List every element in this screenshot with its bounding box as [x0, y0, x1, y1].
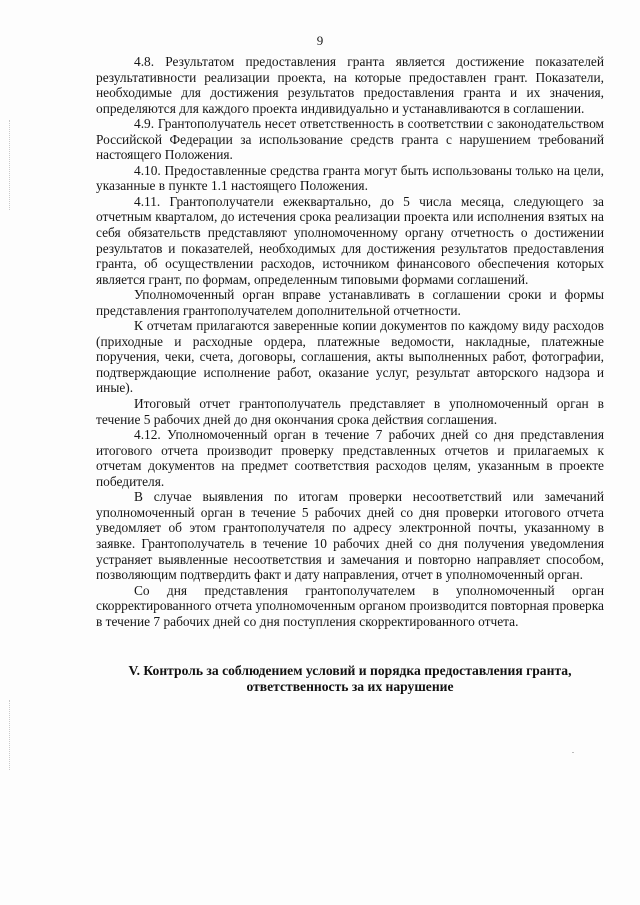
scan-speck	[572, 752, 574, 753]
paragraph-4-10: 4.10. Предоставленные средства гранта могут быть использованы только на цели, указанные в пункте 1.1 настоящего Положения.	[96, 162, 604, 194]
scan-edge-mark	[9, 120, 10, 210]
scan-edge-mark	[9, 700, 10, 770]
paragraph-discrepancies: В случае выявления по итогам проверки несоответствий или замечаний уполномоченный орган в течение 5 рабочих дней со дня проверки итогового отчета уведомляет об этом грантополучателя по адресу электронной почты, указанному в заявке. Грантополучатель в течение 10 рабочих дней со дня получения уведомления устраняет выявленные несоответствия и замечания и повторно направляет способом, позволяющим подтвердить факт и дату направления, отчет в уполномоченный орган.	[96, 489, 604, 583]
document-body	[96, 54, 604, 629]
section-heading-line: ответственность за их нарушение	[246, 679, 454, 694]
paragraph-additional-reporting: Уполномоченный орган вправе устанавливать в соглашении сроки и формы представления грантополучателем дополнительной отчетности.	[96, 287, 604, 318]
section-heading	[96, 663, 604, 695]
paragraph-4-11: 4.11. Грантополучатели ежеквартально, до 5 числа месяца, следующего за отчетным кварталом, до истечения срока реализации проекта или исполнения взятых на себя обязательств представляют уполномоченному органу отчетность о достижении результатов и показателей, необходимых для достижения результатов предоставления гранта, об осуществлении расходов, источником финансового обеспечения которых является грант, по формам, определенным типовыми формами соглашений.	[96, 193, 604, 287]
paragraph-4-12: 4.12. Уполномоченный орган в течение 7 рабочих дней со дня представления итогового отчета производит проверку представленных отчетов и прилагаемых к отчетам документов на предмет соответствия расходов целям, указанным в проекте победителя.	[96, 427, 604, 489]
paragraph-final-report: Итоговый отчет грантополучатель представляет в уполномоченный орган в течение 5 рабочих дней до дня окончания срока действия соглашения.	[96, 396, 604, 427]
paragraph-4-9: 4.9. Грантополучатель несет ответственность в соответствии с законодательством Российской Федерации за использование средств гранта с нарушением требований настоящего Положения.	[96, 116, 604, 163]
paragraph-attached-documents: К отчетам прилагаются заверенные копии документов по каждому виду расходов (приходные и расходные ордера, платежные ведомости, накладные, платежные поручения, чеки, счета, договоры, соглашения, акты выполненных работ, фотографии, подтверждающие исполнение работ, оказание услуг, результат авторского надзора и иные).	[96, 318, 604, 396]
page-number: 9	[316, 33, 324, 48]
paragraph-4-8: 4.8. Результатом предоставления гранта является достижение показателей результативности реализации проекта, на которые предоставлен грант. Показатели, необходимые для достижения результатов предоставления гранта и их значения, определяются для каждого проекта индивидуально и устанавливаются в соглашении.	[96, 54, 604, 116]
paragraph-recheck: Со дня представления грантополучателем в уполномоченный орган скорректированного отчета уполномоченным органом производится повторная проверка в течение 7 рабочих дней со дня поступления скорректированного отчета.	[96, 582, 604, 629]
section-heading-line: V. Контроль за соблюдением условий и порядка предоставления гранта,	[128, 663, 572, 678]
